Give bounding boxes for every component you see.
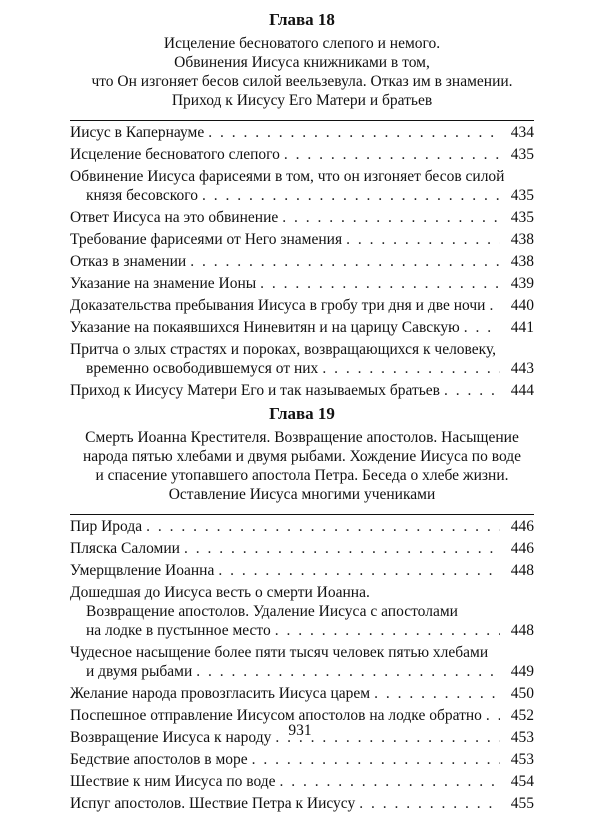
toc-entry-title: временно освободившемуся от них (86, 360, 319, 377)
dot-leader (218, 561, 500, 580)
chapter-section (70, 10, 534, 400)
toc-page-number: 439 (510, 275, 534, 292)
chapter-description-line: Обвинения Иисуса книжниками в том, (174, 54, 430, 71)
toc-page-number: 435 (510, 146, 534, 163)
chapter-description-line: народа пятью хлебами и двумя рыбами. Хождение Иисуса по воде (82, 448, 522, 465)
chapter-description-line: Оставление Иисуса многими учениками (168, 486, 436, 503)
toc-entry (70, 643, 534, 681)
dot-leader (282, 208, 500, 227)
chapter-description-line: Исцеление бесноватого слепого и немого. (163, 35, 441, 52)
chapter-description (70, 428, 534, 504)
toc-entry (70, 274, 534, 293)
toc-page-number: 450 (510, 685, 534, 702)
toc-page-number: 454 (510, 773, 534, 790)
toc-entry-title: Приход к Иисусу Матери Его и так называемых братьев (70, 382, 440, 399)
toc-entry-title: Ответ Иисуса на это обвинение (70, 209, 279, 226)
chapter-description-line: Приход к Иисусу Его Матери и братьев (171, 92, 433, 109)
toc-page-number: 446 (510, 540, 534, 557)
toc-page-number: 444 (510, 382, 534, 399)
chapter-title: Глава 19 (269, 404, 335, 423)
toc-entry (70, 145, 534, 164)
toc-page-number: 448 (510, 562, 534, 579)
toc-entry (70, 123, 534, 142)
toc-entry-title: Доказательства пребывания Иисуса в гробу три дня и две ночи (70, 297, 486, 314)
dot-leader (196, 662, 500, 681)
chapter-section (70, 404, 534, 813)
toc-entry-title: Умерщвление Иоанна (70, 562, 215, 579)
dot-leader (280, 772, 500, 791)
toc-entry (70, 583, 534, 640)
toc-entry-title: Испуг апостолов. Шествие Петра к Иисусу (70, 795, 356, 812)
toc-page-number: 453 (510, 751, 534, 768)
toc-entry-title: Пир Ирода (70, 518, 143, 535)
toc-entry-title: Отказ в знамении (70, 253, 187, 270)
toc-entry-title: Бедствие апостолов в море (70, 751, 248, 768)
toc-entry (70, 561, 534, 580)
toc-page-number: 438 (510, 253, 534, 270)
dot-leader (146, 517, 500, 536)
toc-page-number: 448 (510, 622, 534, 639)
toc-entry (70, 208, 534, 227)
toc-entry (70, 230, 534, 249)
toc-entry-title: Поспешное отправление Иисусом апостолов на лодке обратно (70, 707, 482, 724)
dot-leader (275, 621, 500, 640)
toc-page-number: 435 (510, 209, 534, 226)
toc-entry-title: на лодке в пустынное место (86, 622, 271, 639)
toc-entry-title: Пляска Саломии (70, 540, 180, 557)
chapter-description (70, 34, 534, 110)
dot-leader (260, 274, 500, 293)
dot-leader (284, 145, 500, 164)
toc-entry-title: Притча о злых страстях и пороках, возвращающихся к человеку, (70, 341, 497, 358)
toc-entry-title: Исцеление бесноватого слепого (70, 146, 280, 163)
chapter-title: Глава 18 (269, 10, 335, 29)
toc-page-number: 446 (510, 518, 534, 535)
toc-entry-title: Иисус в Капернауме (70, 124, 205, 141)
dot-leader (184, 539, 500, 558)
toc-page-number: 453 (510, 729, 534, 746)
toc-entry-title: Дошедшая до Иисуса весть о смерти Иоанна. (70, 584, 370, 601)
toc-entry-title: Шествие к ним Иисуса по воде (70, 773, 276, 790)
toc-entry (70, 539, 534, 558)
chapter-description-line: и спасение утопавшего апостола Петра. Беседа о хлебе жизни. (95, 467, 509, 484)
dot-leader (444, 381, 500, 400)
dot-leader (346, 230, 500, 249)
toc-page-number: 435 (510, 187, 534, 204)
toc-page-number: 440 (510, 297, 534, 314)
dot-leader (322, 359, 500, 378)
toc-entry-title: и двумя рыбами (86, 663, 193, 680)
dot-leader (374, 684, 500, 703)
toc-entry (70, 772, 534, 791)
toc-page-number: 449 (510, 663, 534, 680)
toc-page-number: 434 (510, 124, 534, 141)
dot-leader (252, 750, 500, 769)
toc-entry-title: Требование фарисеями от Него знамения (70, 231, 343, 248)
chapter-description-line: что Он изгоняет бесов силой веельзевула. Отказ им в знамении. (91, 73, 513, 90)
toc-entry-title: Желание народа провозгласить Иисуса царем (70, 685, 371, 702)
toc-entry-title: Возвращение Иисуса к народу (70, 729, 272, 746)
toc-entry-title: Возвращение апостолов. Удаление Иисуса с апостолами (86, 603, 458, 620)
page-number: 931 (288, 722, 312, 739)
toc-page-number: 455 (510, 795, 534, 812)
toc-entry (70, 517, 534, 536)
chapter-description-line: Смерть Иоанна Крестителя. Возвращение апостолов. Насыщение (85, 429, 519, 446)
toc-entry (70, 167, 534, 205)
toc-entry (70, 684, 534, 703)
toc-list (70, 120, 534, 400)
dot-leader (359, 794, 500, 813)
toc-page-number: 438 (510, 231, 534, 248)
toc-entry (70, 318, 534, 337)
toc-page-number: 443 (510, 360, 534, 377)
dot-leader (208, 123, 500, 142)
toc-page-number: 441 (510, 319, 534, 336)
toc-entry (70, 794, 534, 813)
table-of-contents (70, 10, 534, 813)
toc-entry (70, 296, 534, 315)
toc-entry (70, 750, 534, 769)
toc-entry-title: Чудесное насыщение более пяти тысяч человек пятью хлебами (70, 644, 489, 661)
dot-leader (489, 296, 500, 315)
toc-list (70, 514, 534, 813)
toc-entry (70, 340, 534, 378)
dot-leader (464, 318, 500, 337)
toc-entry-title: князя бесовского (86, 187, 198, 204)
toc-entry-title: Обвинение Иисуса фарисеями в том, что он изгоняет бесов силой (70, 168, 505, 185)
toc-entry-title: Указание на знамение Ионы (70, 275, 257, 292)
dot-leader (190, 252, 500, 271)
toc-entry (70, 252, 534, 271)
toc-entry (70, 381, 534, 400)
dot-leader (202, 186, 500, 205)
toc-entry-title: Указание на покаявшихся Ниневитян и на царицу Савскую (70, 319, 460, 336)
toc-page-number: 452 (510, 707, 534, 724)
